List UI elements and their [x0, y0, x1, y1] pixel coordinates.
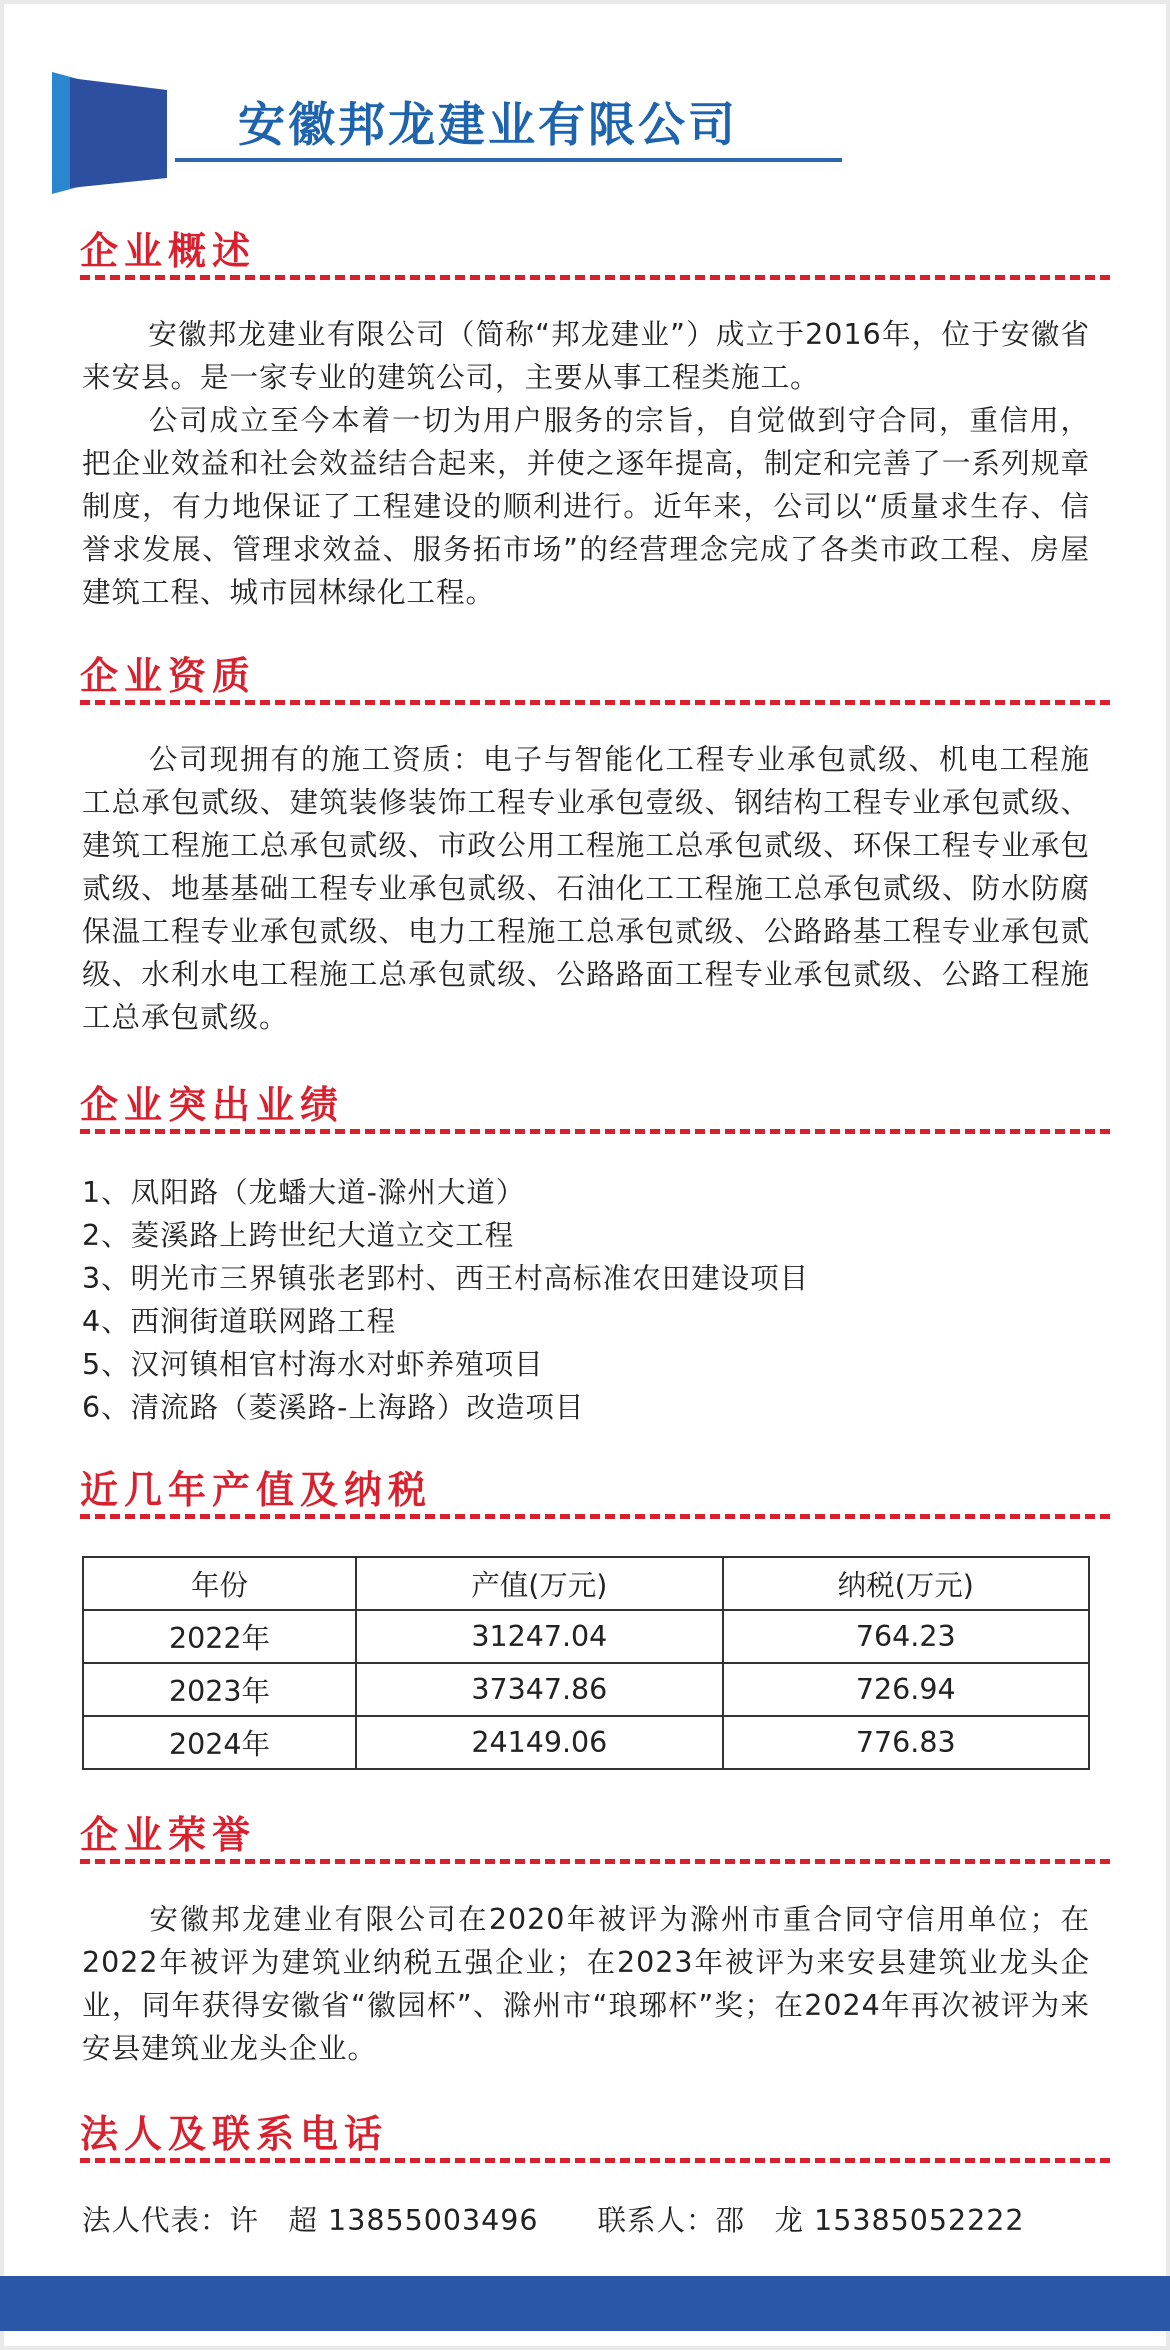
table-header-row [83, 1557, 1089, 1610]
table-cell: 776.83 [723, 1716, 1089, 1769]
table-cell: 37347.86 [356, 1663, 722, 1716]
column-header-output: 产值(万元) [356, 1557, 722, 1610]
section-heading-overview: 企业概述 [80, 228, 257, 273]
output-tax-table [82, 1556, 1090, 1770]
table-cell: 2023年 [83, 1663, 356, 1716]
list-item: 3、明光市三界镇张老郢村、西王村高标准农田建设项目 [82, 1262, 810, 1295]
section-divider [80, 275, 1110, 280]
company-logo-icon [52, 72, 167, 194]
section-heading-output-tax: 近几年产值及纳税 [80, 1467, 433, 1512]
overview-text-1: 安徽邦龙建业有限公司（简称“邦龙建业”）成立于2016年，位于安徽省来安县。是一家专业的建筑公司，主要从事工程类施工。 [82, 318, 1090, 394]
qualification-paragraph [82, 738, 1090, 1039]
section-divider [80, 1514, 1110, 1519]
list-item: 6、清流路（菱溪路-上海路）改造项目 [82, 1391, 585, 1424]
column-header-year: 年份 [83, 1557, 356, 1610]
achievement-list [82, 1171, 809, 1429]
overview-text-2: 公司成立至今本着一切为用户服务的宗旨，自觉做到守合同，重信用，把企业效益和社会效益结合起来，并使之逐年提高，制定和完善了一系列规章制度，有力地保证了工程建设的顺利进行。近年来，公司以“质量求生存、信誉求发展、管理求效益、服务拓市场”的经营理念完成了各类市政工程、房屋建筑工程、城市园林绿化工程。 [82, 404, 1090, 609]
list-item: 4、西涧街道联网路工程 [82, 1305, 397, 1338]
section-divider [80, 1859, 1110, 1864]
company-title: 安徽邦龙建业有限公司 [238, 98, 738, 153]
contact-line: 法人代表：许 超 13855003496 联系人：邵 龙 15385052222 [82, 2204, 1025, 2237]
honors-paragraph [82, 1898, 1090, 2070]
table-cell: 2022年 [83, 1610, 356, 1663]
list-item: 1、凤阳路（龙蟠大道-滁州大道） [82, 1176, 526, 1209]
list-item: 2、菱溪路上跨世纪大道立交工程 [82, 1219, 515, 1252]
table-cell: 2024年 [83, 1716, 356, 1769]
table-row [83, 1663, 1089, 1716]
table-cell: 764.23 [723, 1610, 1089, 1663]
table-cell: 31247.04 [356, 1610, 722, 1663]
list-item: 5、汉河镇相官村海水对虾养殖项目 [82, 1348, 544, 1381]
table-row [83, 1610, 1089, 1663]
honors-text: 安徽邦龙建业有限公司在2020年被评为滁州市重合同守信用单位；在2022年被评为建筑业纳税五强企业；在2023年被评为来安县建筑业龙头企业，同年获得安徽省“徽园杯”、滁州市“琅琊杯”奖；在2024年再次被评为来安县建筑业龙头企业。 [82, 1903, 1090, 2065]
section-heading-honors: 企业荣誉 [80, 1812, 257, 1857]
section-heading-achievements: 企业突出业绩 [80, 1082, 345, 1127]
table-row [83, 1716, 1089, 1769]
section-divider [80, 1129, 1110, 1134]
table-cell: 24149.06 [356, 1716, 722, 1769]
section-divider [80, 700, 1110, 705]
section-divider [80, 2158, 1110, 2163]
section-heading-qualification: 企业资质 [80, 653, 257, 698]
footer-bar [0, 2276, 1170, 2331]
table-cell: 726.94 [723, 1663, 1089, 1716]
overview-paragraph-1 [82, 313, 1090, 399]
overview-paragraph-2 [82, 399, 1090, 614]
title-underline [175, 158, 842, 162]
column-header-tax: 纳税(万元) [723, 1557, 1089, 1610]
section-heading-contact: 法人及联系电话 [80, 2111, 389, 2156]
qualification-text: 公司现拥有的施工资质：电子与智能化工程专业承包贰级、机电工程施工总承包贰级、建筑装修装饰工程专业承包壹级、钢结构工程专业承包贰级、建筑工程施工总承包贰级、市政公用工程施工总承包贰级、环保工程专业承包贰级、地基基础工程专业承包贰级、石油化工工程施工总承包贰级、防水防腐保温工程专业承包贰级、电力工程施工总承包贰级、公路路基工程专业承包贰级、水利水电工程施工总承包贰级、公路路面工程专业承包贰级、公路工程施工总承包贰级。 [82, 743, 1090, 1034]
